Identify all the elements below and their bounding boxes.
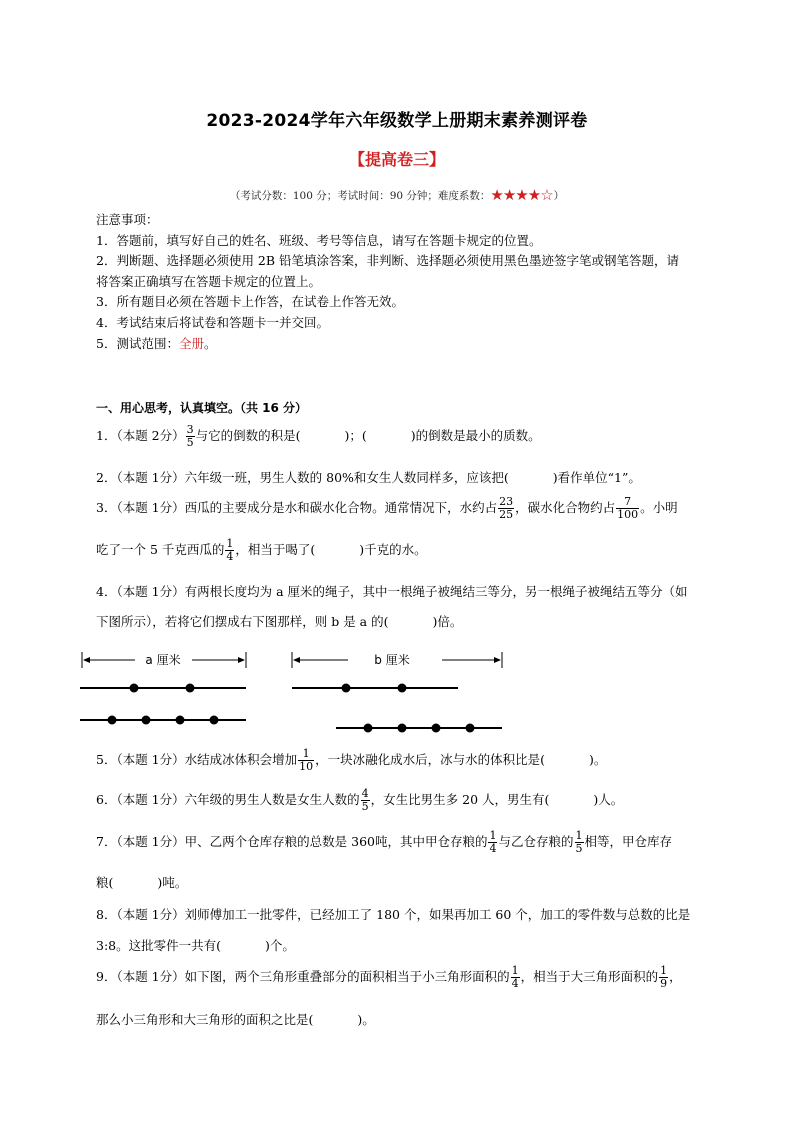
scope-value: 全册 [178, 335, 204, 351]
notes-item: 2．判断题、选择题必须使用 2B 铅笔填涂答案，非判断、选择题必须使用黑色墨迹签字笔或钢笔答题，请 [96, 253, 680, 269]
question-9-line-2: 那么小三角形和大三角形的面积之比是( )。 [96, 1012, 375, 1027]
label-a: a 厘米 [145, 653, 181, 667]
knot [364, 724, 373, 733]
question-3: 3．（本题 1分）西瓜的主要成分是水和碳水化合物。通常情况下，水约占 $\frac{23}{25}$ ，碳水化合物约占 $\frac{7}{100}$ 。小明 [96, 495, 678, 521]
knot [398, 684, 407, 693]
notes-item: 将答案正确填写在答题卡规定的位置上。 [96, 273, 322, 289]
label-b: b 厘米 [374, 653, 410, 667]
arrow-head [83, 657, 90, 663]
question-6: 6．（本题 1分）六年级的男生人数是女生人数的 $\frac{4}{5}$ ，女生比男生多 20 人，男生有( )人。 [96, 787, 624, 813]
fraction: $\frac{1}{5}$ [575, 829, 583, 855]
exam-info-text: （考试分数：100 分；考试时间：90 分钟；难度系数： [229, 190, 491, 202]
knot [142, 716, 151, 725]
knot [130, 684, 139, 693]
question-8: 8．（本题 1分）刘师傅加工一批零件，已经加工了 180 个，如果再加工 60 个，加工的零件数与总数的比是 [96, 907, 691, 922]
knot [210, 716, 219, 725]
fraction: $\frac{4}{5}$ [361, 787, 369, 813]
fraction: $\frac{1}{4}$ [511, 964, 519, 990]
question-7-line-2: 粮( )吨。 [96, 875, 188, 890]
fraction: $\frac{7}{100}$ [617, 495, 639, 521]
question-9: 9．（本题 1分）如下图，两个三角形重叠部分的面积相当于小三角形面积的 $\frac{1}{4}$ ，相当于大三角形面积的 $\frac{1}{9}$ ， [96, 964, 682, 990]
fraction: $\frac{23}{25}$ [499, 495, 514, 521]
fraction: $\frac{1}{10}$ [299, 747, 314, 773]
notes-item-scope: 5．测试范围：全册。 [96, 335, 217, 351]
knot [176, 716, 185, 725]
exam-info-close: ） [553, 190, 565, 202]
arrow-head [238, 657, 245, 663]
knot [466, 724, 475, 733]
notes-heading: 注意事项： [96, 212, 159, 227]
fraction: $\frac{3}{5}$ [186, 423, 194, 449]
question-7: 7．（本题 1分）甲、乙两个仓库存粮的总数是 360吨，其中甲仓存粮的 $\frac{1}{4}$ 与乙仓存粮的 $\frac{1}{5}$ 相等，甲仓库存 [96, 829, 673, 855]
question-3-line-2: 吃了一个 5 千克西瓜的 $\frac{1}{4}$ ，相当于喝了( )千克的水。 [96, 537, 427, 563]
fraction: $\frac{1}{4}$ [226, 537, 234, 563]
knot [398, 724, 407, 733]
question-4: 4．（本题 1分）有两根长度均为 a 厘米的绳子，其中一根绳子被绳结三等分，另一根绳子被绳结五等分（如 [96, 584, 688, 599]
knot [186, 684, 195, 693]
notes [96, 210, 726, 354]
knot [342, 684, 351, 693]
fraction: $\frac{1}{4}$ [489, 829, 497, 855]
notes-item: 1．答题前，填写好自己的姓名、班级、考号等信息，请写在答题卡规定的位置。 [96, 232, 542, 248]
knot [108, 716, 117, 725]
exam-subtitle: 【提高卷三】 [348, 150, 445, 169]
question-4-line-2: 下图所示），若将它们摆成右下图那样，则 b 是 a 的( )倍。 [96, 614, 463, 629]
difficulty-stars-filled-icon: ★★★★ [490, 186, 541, 204]
rope-diagram [70, 648, 520, 740]
notes-item: 3．所有题目必须在答题卡上作答，在试卷上作答无效。 [96, 294, 404, 310]
question-5: 5．（本题 1分）水结成冰体积会增加 $\frac{1}{10}$ ，一块冰融化成水后，冰与水的体积比是( )。 [96, 747, 607, 773]
question-8-line-2: 3:8。这批零件一共有( )个。 [96, 938, 295, 953]
knot [432, 724, 441, 733]
difficulty-star-empty-icon: ☆ [540, 186, 554, 204]
question-2: 2．（本题 1分）六年级一班，男生人数的 80%和女生人数同样多，应该把( )看作单位“1”。 [96, 470, 641, 485]
arrow-head [293, 657, 300, 663]
section-title: 一、用心思考，认真填空。（共 16 分） [96, 401, 308, 415]
question-1: 1．（本题 2分） $\frac{3}{5}$ 与它的倒数的积是( )；( )的倒数是最小的质数。 [96, 423, 541, 449]
exam-info [0, 186, 794, 204]
fraction: $\frac{1}{9}$ [660, 964, 668, 990]
exam-title: 2023-2024学年六年级数学上册期末素养测评卷 [206, 111, 588, 131]
arrow-head [494, 657, 501, 663]
notes-item: 4．考试结束后将试卷和答题卡一并交回。 [96, 314, 329, 330]
